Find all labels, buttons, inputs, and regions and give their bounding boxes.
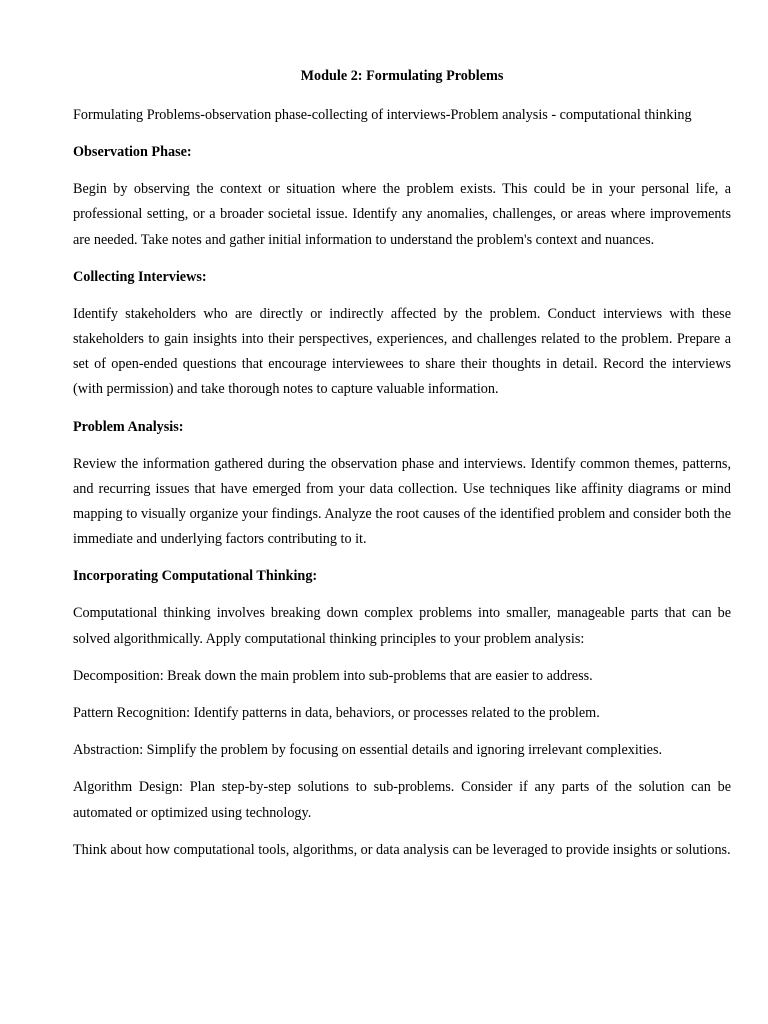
section-text-interviews: Identify stakeholders who are directly or indirectly affected by the problem. Conduct interviews with these stakeholders to gain insights into their perspectives, experiences, and challenges related to the problem. Prepare a set of open-ended questions that encourage interviewees to share their thoughts in detail. Record the interviews (with permission) and take thorough notes to capture valuable information. — [73, 305, 731, 398]
section-heading-computational: Incorporating Computational Thinking: — [73, 568, 318, 585]
computational-intro-paragraph: Computational thinking involves breaking down complex problems into smaller, manageable parts that can be solved algorithmically. Apply computational thinking principles to your problem analysis: — [73, 605, 731, 647]
section-text-analysis: Review the information gathered during the observation phase and interviews. Identify common themes, patterns, and recurring issues that have emerged from your data collection. Use techniques like affinity diagrams or mind mapping to visually organize your findings. Analyze the root causes of the identified problem and consider both the immediate and underlying factors contributing to it. — [73, 455, 731, 548]
pattern-recognition-paragraph: Pattern Recognition: Identify patterns in data, behaviors, or processes related to the problem. — [73, 705, 600, 722]
intro-paragraph: Formulating Problems-observation phase-collecting of interviews-Problem analysis - computational thinking — [73, 107, 692, 123]
section-heading-interviews: Collecting Interviews: — [73, 268, 207, 285]
closing-paragraph: Think about how computational tools, algorithms, or data analysis can be leveraged to provide insights or solutions. — [73, 841, 731, 858]
section-heading-observation: Observation Phase: — [73, 144, 192, 161]
abstraction-paragraph: Abstraction: Simplify the problem by focusing on essential details and ignoring irrelevant complexities. — [73, 742, 663, 759]
algorithm-design-paragraph: Algorithm Design: Plan step-by-step solutions to sub-problems. Consider if any parts of the solution can be automated or optimized using technology. — [73, 779, 731, 821]
page-title: Module 2: Formulating Problems — [300, 68, 504, 84]
section-heading-analysis: Problem Analysis: — [73, 418, 184, 435]
decomposition-paragraph: Decomposition: Break down the main problem into sub-problems that are easier to address. — [73, 667, 593, 684]
section-text-observation: Begin by observing the context or situation where the problem exists. This could be in your personal life, a professional setting, or a broader societal issue. Identify any anomalies, challenges, or areas where improvements are needed. Take notes and gather initial information to understand the problem's context and nuances. — [73, 181, 731, 248]
